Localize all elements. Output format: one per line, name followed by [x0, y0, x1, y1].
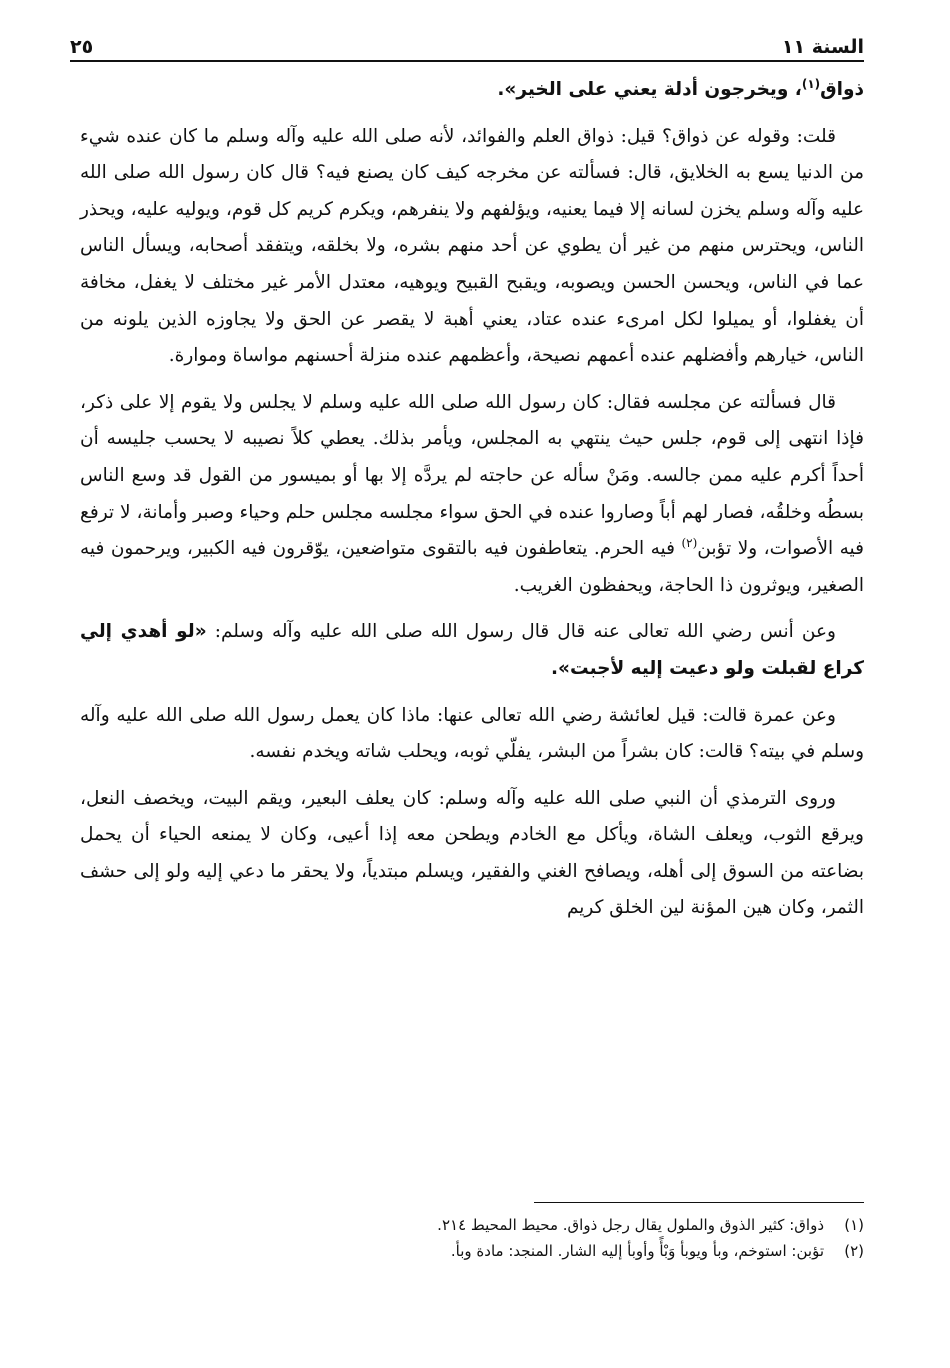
- majlis-part-2: فيه الحرم. يتعاطفون فيه بالتقوى متواضعين، يوّقرون فيه الكبير، ويرحمون فيه الصغير، ويوثرون ذا الحاجة، ويحفظون الغريب.: [80, 538, 864, 596]
- running-header: [70, 26, 864, 58]
- footnote-number: (٢): [844, 1242, 864, 1260]
- footnote-2: [90, 1238, 864, 1264]
- paragraph-anas: [80, 614, 864, 687]
- footnote-number: (١): [844, 1216, 864, 1234]
- anas-quote: «لو أهدي إلي كراع لقبلت ولو دعيت إليه لأجبت».: [80, 621, 864, 679]
- intro-lead: ذواق: [820, 79, 864, 100]
- footnotes: [90, 1212, 864, 1264]
- intro-paragraph: [80, 72, 864, 109]
- page-body: [80, 72, 864, 937]
- footnote-text: تؤبن: استوخم، وبأ ويوبأ وَبْأً وأوبأ إليه الشار. المنجد: مادة وبأ.: [450, 1242, 824, 1260]
- paragraph-amra: وعن عمرة قالت: قيل لعائشة رضي الله تعالى عنها: ماذا كان يعمل رسول الله صلى الله عليه وآله وسلم في بيته؟ قالت: كان بشراً من البشر، يفلّي ثوبه، ويحلب شاته ويخدم نفسه.: [80, 704, 864, 763]
- paragraph-majlis: [80, 385, 864, 605]
- footnote-1: [90, 1212, 864, 1238]
- page-number: ٢٥: [70, 36, 94, 58]
- paragraph-qultu: قلت: وقوله عن ذواق؟ قيل: ذواق العلم والفوائد، لأنه صلى الله عليه وآله وسلم ما كان عنده شيء من الدنيا يسع به الخلايق، قال: فسألته عن مخرجه كيف كان يصنع فيه؟ قال كان رسول الله صلى الله عليه وآله وسلم يخزن لسانه إلا فيما يعنيه، ويؤلفهم ولا ينفرهم، ويكرم كريم كل قوم، ويوليه عليه، ويحذر الناس، ويحترس منهم من غير أن يطوي عن أحد منهم بشره، ولا بخلقه، ويتفقد أصحابه، ويسأل الناس عما في الناس، ويحسن الحسن ويصوبه، ويقبح القبيح ويوهيه، معتدل الأمر غير مختلف لا يغفل، مخافة أن يغفلوا، أو يميلوا لكل امرىء عنده عتاد، يعني أهبة لا يقصر عن الحق ولا يجاوزه الذين يلونه من الناس، خيارهم وأفضلهم عنده أعمهم نصيحة، وأعظمهم عنده منزلة أحسنهم مواساة وموارة.: [80, 125, 864, 367]
- header-rule: [70, 60, 864, 62]
- footnote-marker-1: (١): [801, 76, 821, 91]
- footnote-marker-2: (٢): [681, 535, 698, 550]
- footnote-text: ذواق: كثير الذوق والملول يقال رجل ذواق. محيط المحيط ٢١٤.: [437, 1216, 824, 1234]
- majlis-part-1: قال فسألته عن مجلسه فقال: كان رسول الله صلى الله عليه وسلم لا يجلس ولا يقوم إلا على ذكر، فإذا انتهى إلى قوم، جلس حيث ينتهي به المجلس، ويأمر بذلك. يعطي كلاً نصيبه لا يحسب جليسه أن أحداً أكرم عليه ممن جالسه. ومَنْ سأله عن حاجته لم يردَّه إلا بها أو بميسور من القول قد وسع الناس بسطُه وخلقُه، فصار لهم أباً وصاروا عنده في الحق سواء مجلسه مجلس حلم وحياء وصبر وأمانة، لا ترفع فيه الأصوات، ولا تؤبن: [80, 391, 864, 560]
- footnote-rule: [534, 1202, 864, 1203]
- paragraph-tirmidhi: وروى الترمذي أن النبي صلى الله عليه وآله وسلم: كان يعلف البعير، ويقم البيت، ويخصف النعل، ويرقع الثوب، ويعلف الشاة، ويأكل مع الخادم ويطحن معه إذا أعيى، وكان لا يمنعه الحياء أن يحمل بضاعته من السوق إلى أهله، ويصافح الغني والفقير، ويسلم مبتدياً، ولا يحقر ما دعي إليه ولو إلى حشف الثمر، وكان هين المؤنة لين الخلق كريم: [80, 787, 864, 919]
- running-title: السنة ١١: [781, 36, 864, 58]
- intro-rest: ، ويخرجون أدلة يعني على الخير».: [497, 79, 802, 100]
- anas-intro: وعن أنس رضي الله تعالى عنه قال قال رسول الله صلى الله عليه وآله وسلم:: [206, 621, 836, 643]
